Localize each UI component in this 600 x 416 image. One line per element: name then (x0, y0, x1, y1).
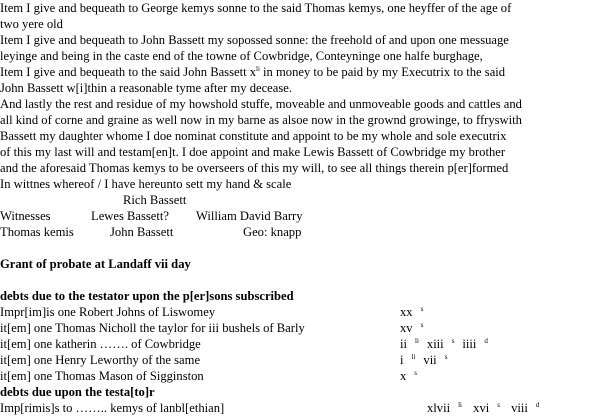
will-line: all kind of corne and graine as well now in my barne as alsoe now in the grownd growinge, to ffryswith (0, 113, 522, 127)
amount-pence: iiii $^d$ (462, 337, 488, 351)
will-line: two yere old (0, 17, 63, 31)
amount-pence: viii $^d$ (511, 401, 540, 415)
debt-to-row: it[em] one Thomas Nicholl the taylor for iii bushels of Barly (0, 321, 305, 335)
debt-to-row: it[em] one katherin ……. of Cowbridge (0, 337, 201, 351)
signature-william-david-barry: William David Barry (196, 209, 303, 223)
superscript: li (256, 65, 260, 73)
amount-shillings: vii $^s$ (423, 353, 448, 367)
debt-to-row: it[em] one Thomas Mason of Sigginston (0, 369, 204, 383)
will-line: John Bassett w[i]thin a reasonable tyme after my decease. (0, 81, 292, 95)
signature-geo-knapp: Geo: knapp (243, 225, 302, 239)
amount-pounds: i $^{li}$ (400, 353, 416, 367)
amount-pounds: x $^s$ (400, 369, 418, 383)
debt-to-amount (400, 368, 425, 384)
signature-lewes-bassett: Lewes Bassett? (91, 209, 169, 223)
signature-thomas-kemis: Thomas kemis (0, 225, 74, 239)
will-line (0, 64, 505, 80)
will-line: leyinge and being in the caste end of the towne of Cowbridge, Conteyninge one halfe burghage, (0, 49, 483, 63)
debt-to-amount (400, 352, 455, 368)
will-text: Item I give and bequeath to the said John Bassett x (0, 65, 257, 79)
debt-to-amount (400, 336, 496, 352)
will-line: Item I give and bequeath to George kemys sonne to the said Thomas kemys, one heyffer of the age of (0, 1, 512, 15)
debts-by-heading: debts due upon the testa[to]r (0, 385, 155, 399)
signature-john-bassett: John Bassett (110, 225, 174, 239)
debt-name: Imp[rimis]s to …….. kemys of lanbl[ethian] (0, 401, 225, 415)
debt-to-amount (400, 320, 431, 336)
witnesses-label: Witnesses (0, 209, 51, 223)
will-line: Item I give and bequeath to John Bassett my sopossed sonne: the freehold of and upon one messuage (0, 33, 509, 47)
amount-pounds: ii $^{li}$ (400, 337, 419, 351)
debt-to-amount (400, 304, 431, 320)
amount-shillings: xiii $^s$ (426, 337, 455, 351)
amount-pounds: xv $^s$ (400, 321, 424, 335)
will-line: of this my last will and testam[en]t. I doe appoint and make Lewis Bassett of Cowbridge my brother (0, 145, 506, 159)
debt-to-row: Impr[im]is one Robert Johns of Liswomey (0, 305, 216, 319)
probate-heading: Grant of probate at Landaff vii day (0, 257, 191, 271)
will-line: And lastly the rest and residue of my howshold stuffe, moveable and unmoveable goods and cattles and (0, 97, 522, 111)
debt-by-amount (427, 400, 547, 416)
debt-to-row: it[em] one Henry Leworthy of the same (0, 353, 201, 367)
will-line: and the aforesaid Thomas kemys to be overseers of this my will, to see all things therein p[er]formed (0, 161, 509, 175)
amount-shillings: xvi $^s$ (473, 401, 500, 415)
will-line: Bassett my daughter whome I doe nominat constitute and appoint to be my whole and sole executrix (0, 129, 507, 143)
debt-by-row (0, 400, 224, 416)
debts-to-heading: debts due to the testator upon the p[er]sons subscribed (0, 289, 294, 303)
amount-pounds: xlvii $^{li}$ (427, 401, 462, 415)
amount-pounds: xx $^s$ (400, 305, 424, 319)
will-line: In wittnes whereof / I have hereunto sett my hand & scale (0, 177, 292, 191)
signature-rich-bassett: Rich Bassett (123, 193, 187, 207)
will-text: in money to be paid by my Executrix to the said (259, 65, 506, 79)
